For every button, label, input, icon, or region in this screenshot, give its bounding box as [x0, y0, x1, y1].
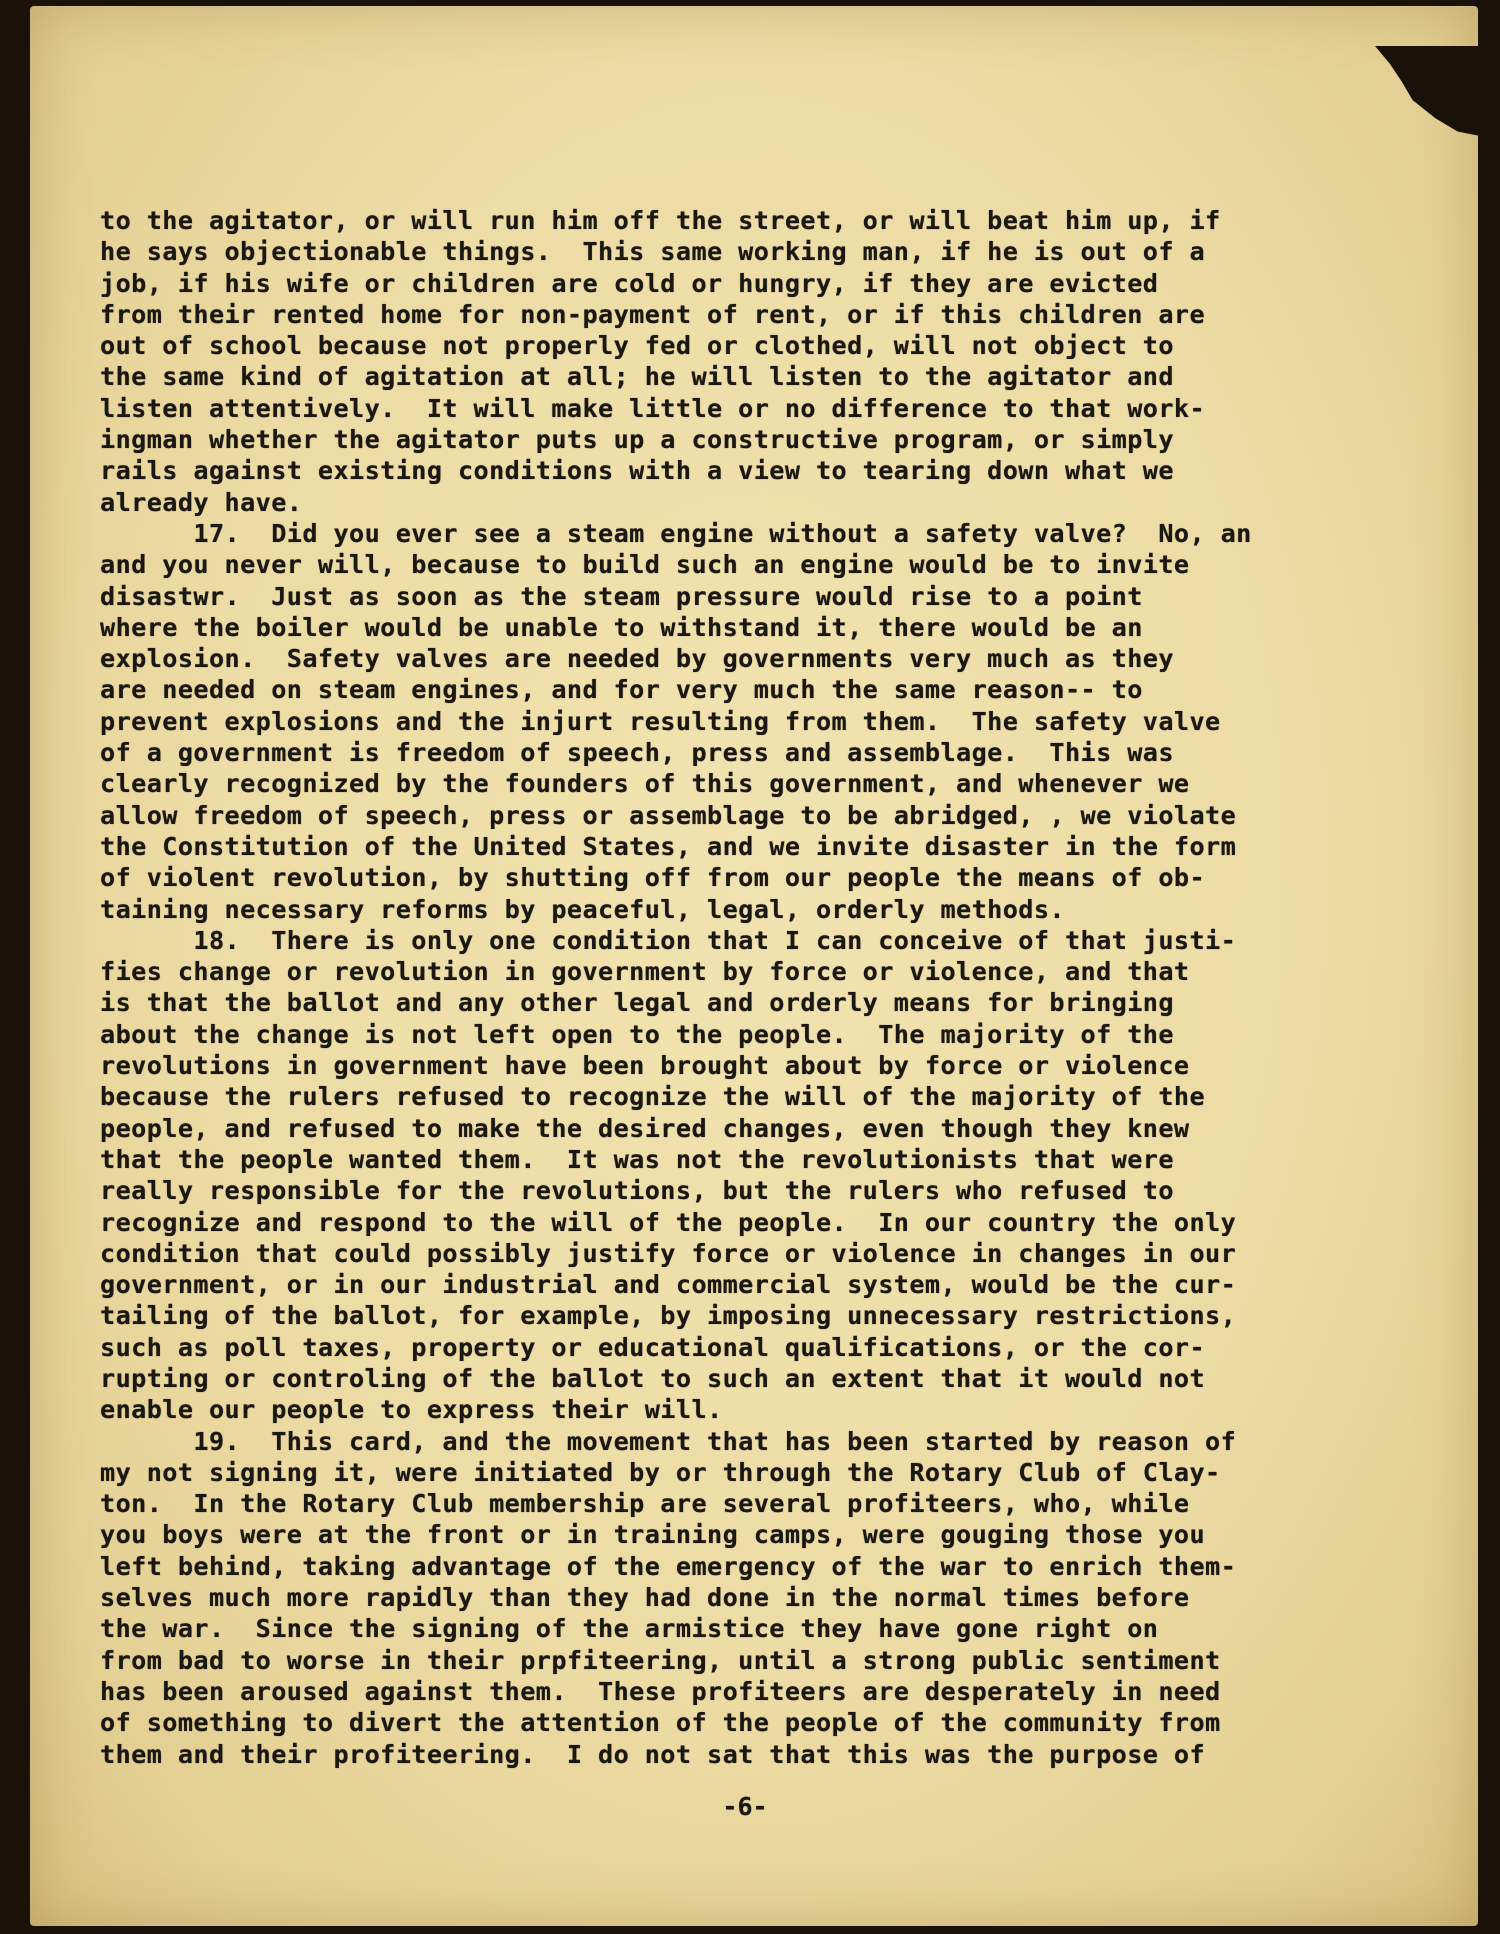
text-line: 19. This card, and the movement that has been started by reason of	[100, 1426, 1237, 1456]
text-line: people, and refused to make the desired changes, even though they knew	[100, 1113, 1190, 1143]
text-line: the same kind of agitation at all; he will listen to the agitator and	[100, 362, 1174, 392]
text-line: 18. There is only one condition that I can conceive of that justi-	[100, 925, 1237, 955]
text-line: where the boiler would be unable to withstand it, there would be an	[100, 612, 1143, 642]
text-line: explosion. Safety valves are needed by governments very much as they	[100, 644, 1174, 674]
text-line: to the agitator, or will run him off the street, or will beat him up, if	[100, 206, 1221, 235]
text-line: tailing of the ballot, for example, by imposing unnecessary restrictions,	[100, 1301, 1237, 1331]
text-line: allow freedom of speech, press or assemblage to be abridged, , we violate	[100, 800, 1237, 830]
text-line: my not signing it, were initiated by or through the Rotary Club of Clay-	[100, 1457, 1221, 1487]
text-line: job, if his wife or children are cold or hungry, if they are evicted	[100, 268, 1159, 298]
text-line: of violent revolution, by shutting off from our people the means of ob-	[100, 863, 1206, 893]
text-line: of something to divert the attention of the people of the community from	[100, 1708, 1221, 1738]
text-line: left behind, taking advantage of the emergency of the war to enrich them-	[100, 1551, 1237, 1581]
text-line: he says objectionable things. This same working man, if he is out of a	[100, 237, 1206, 267]
text-line: already have.	[100, 487, 303, 517]
text-line: such as poll taxes, property or educational qualifications, or the cor-	[100, 1332, 1206, 1362]
text-line: you boys were at the front or in training camps, were gouging those you	[100, 1520, 1206, 1550]
text-line: of a government is freedom of speech, press and assemblage. This was	[100, 738, 1174, 768]
text-line: rupting or controling of the ballot to such an extent that it would not	[100, 1363, 1206, 1393]
text-line: is that the ballot and any other legal and orderly means for bringing	[100, 988, 1174, 1018]
text-line: ton. In the Rotary Club membership are several profiteers, who, while	[100, 1489, 1190, 1519]
page-number: -6-	[722, 1792, 768, 1821]
text-line: selves much more rapidly than they had done in the normal times before	[100, 1583, 1190, 1613]
text-line: them and their profiteering. I do not sat that this was the purpose of	[100, 1739, 1206, 1769]
text-line: fies change or revolution in government by force or violence, and that	[100, 957, 1190, 987]
text-line: recognize and respond to the will of the people. In our country the only	[100, 1207, 1237, 1237]
text-line: that the people wanted them. It was not the revolutionists that were	[100, 1144, 1174, 1174]
text-line: listen attentively. It will make little or no difference to that work-	[100, 393, 1206, 423]
text-line: because the rulers refused to recognize the will of the majority of the	[100, 1082, 1206, 1112]
text-line: taining necessary reforms by peaceful, legal, orderly methods.	[100, 894, 1065, 924]
text-line: prevent explosions and the injurt resulting from them. The safety valve	[100, 706, 1221, 736]
text-line: condition that could possibly justify force or violence in changes in our	[100, 1238, 1237, 1268]
text-line: from their rented home for non-payment of rent, or if this children are	[100, 299, 1206, 329]
text-line: 17. Did you ever see a steam engine without a safety valve? No, an	[100, 518, 1252, 548]
text-line: about the change is not left open to the people. The majority of the	[100, 1019, 1174, 1049]
text-line: out of school because not properly fed or clothed, will not object to	[100, 331, 1174, 361]
text-line: the Constitution of the United States, and we invite disaster in the form	[100, 831, 1237, 861]
text-line: has been aroused against them. These profiteers are desperately in need	[100, 1676, 1221, 1706]
text-line: disastwr. Just as soon as the steam pressure would rise to a point	[100, 581, 1143, 611]
torn-corner	[1330, 46, 1480, 136]
text-line: from bad to worse in their prpfiteering, until a strong public sentiment	[100, 1645, 1221, 1675]
text-line: and you never will, because to build such an engine would be to invite	[100, 550, 1190, 580]
body-text	[100, 205, 1390, 1770]
text-line: rails against existing conditions with a view to tearing down what we	[100, 456, 1174, 486]
text-line: revolutions in government have been brought about by force or violence	[100, 1051, 1190, 1081]
text-line: government, or in our industrial and commercial system, would be the cur-	[100, 1270, 1237, 1300]
text-line: enable our people to express their will.	[100, 1395, 723, 1425]
text-line: are needed on steam engines, and for very much the same reason-- to	[100, 675, 1143, 705]
text-line: ingman whether the agitator puts up a constructive program, or simply	[100, 425, 1174, 455]
text-line: the war. Since the signing of the armistice they have gone right on	[100, 1614, 1159, 1644]
text-line: clearly recognized by the founders of this government, and whenever we	[100, 769, 1190, 799]
text-line: really responsible for the revolutions, but the rulers who refused to	[100, 1176, 1174, 1206]
